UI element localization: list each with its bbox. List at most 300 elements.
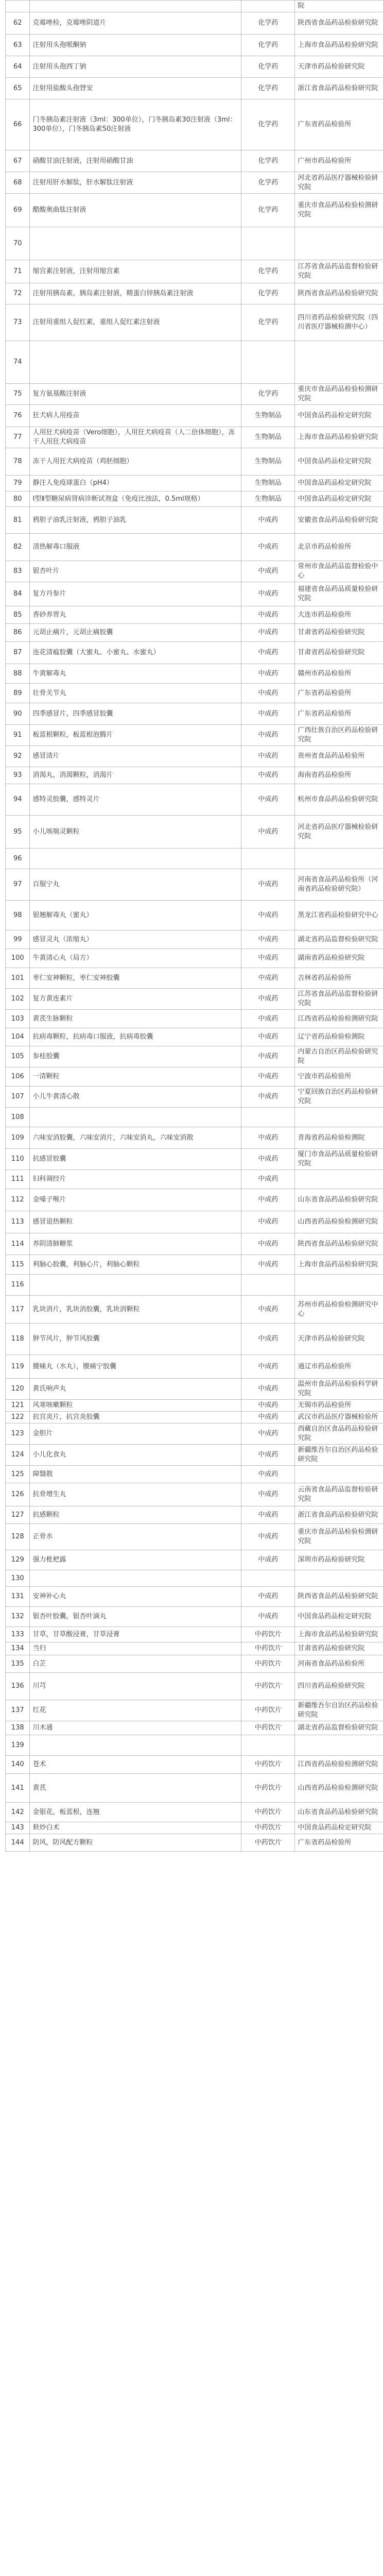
cell-no: 67	[6, 150, 30, 172]
table-row	[6, 1170, 383, 1189]
cell-org: 中国食品药品检定研究院	[295, 476, 383, 492]
cell-cat: 中成药	[241, 1296, 295, 1324]
cell-cat: 中成药	[241, 1445, 295, 1466]
cell-org: 中国食品药品检定研究院	[295, 492, 383, 507]
cell-org: 重庆市食品药品检验检测研究院	[295, 1524, 383, 1550]
cell-no: 126	[6, 1483, 30, 1506]
cell-no: 68	[6, 172, 30, 194]
table-row	[6, 930, 383, 949]
cell-cat	[241, 227, 295, 260]
cell-name: 抗宫炎片，抗宫炎胶囊	[30, 1412, 241, 1423]
cell-no: 116	[6, 1275, 30, 1296]
cell-name: 银翘解毒丸（蜜丸）	[30, 901, 241, 930]
cell-no: 102	[6, 989, 30, 1010]
cell-name: 元胡止痛片，元胡止痛胶囊	[30, 624, 241, 642]
cell-no: 114	[6, 1233, 30, 1255]
cell-name: 枣仁安神颗粒，枣仁安神胶囊	[30, 968, 241, 989]
cell-name: 金嗓子喉片	[30, 1189, 241, 1211]
cell-cat: 化学药	[241, 172, 295, 194]
cell-no: 66	[6, 99, 30, 150]
cell-no: 106	[6, 1067, 30, 1087]
table-row	[6, 1607, 383, 1627]
cell-org: 甘肃省药品检验研究院	[295, 642, 383, 664]
table-row	[6, 1028, 383, 1046]
cell-name: 门冬胰岛素注射液（3ml：300单位），门冬胰岛素30注射液（3ml：300单位），门冬胰岛素50注射液	[30, 99, 241, 150]
cell-name: 复方黄连素片	[30, 989, 241, 1010]
cell-org: 天津市药品检验研究院	[295, 56, 383, 78]
cell-name: 克霉唑栓，克霉唑阴道片	[30, 12, 241, 35]
cell-name: 抗骨增生丸	[30, 1483, 241, 1506]
table-row	[6, 227, 383, 260]
table-row	[6, 1189, 383, 1211]
cell-cat: 中成药	[241, 869, 295, 901]
cell-name: 醋酸奥曲肽注射液	[30, 194, 241, 227]
cell-no: 69	[6, 194, 30, 227]
table-row	[6, 1211, 383, 1233]
cell-cat: 中药饮片	[241, 1655, 295, 1673]
cell-org: 大连市药品检验所	[295, 606, 383, 624]
cell-org	[295, 1570, 383, 1587]
cell-name: 养阴清肺糖浆	[30, 1233, 241, 1255]
table-row	[6, 1400, 383, 1412]
cell-org: 广东省药品检验所	[295, 1834, 383, 1852]
cell-cat: 中药饮片	[241, 1627, 295, 1642]
table-row	[6, 1412, 383, 1423]
cell-name: 香砂养胃丸	[30, 606, 241, 624]
cell-no: 89	[6, 684, 30, 703]
cell-no: 129	[6, 1550, 30, 1570]
table-row	[6, 746, 383, 767]
cell-no: 70	[6, 227, 30, 260]
cell-cat: 中成药	[241, 1607, 295, 1627]
cell-cat: 生物制品	[241, 492, 295, 507]
cell-name	[30, 849, 241, 869]
cell-name: 注射用盐酸头孢替安	[30, 78, 241, 99]
cell-name: 静注人免疫球蛋白（pH4）	[30, 476, 241, 492]
table-row	[6, 448, 383, 476]
cell-name: 鸦胆子油乳注射液，鸦胆子油乳	[30, 507, 241, 534]
cell-cat: 中成药	[241, 534, 295, 561]
cell-org: 山西省药品检验检测研究院	[295, 1211, 383, 1233]
cell-cat: 中成药	[241, 1324, 295, 1355]
cell-org: 吉林省药品检验所	[295, 968, 383, 989]
cell-org: 福建省食品药品质量检验研究院	[295, 582, 383, 606]
cell-name: 银杏叶胶囊，银杏叶滴丸	[30, 1607, 241, 1627]
cell-no: 132	[6, 1607, 30, 1627]
cell-org: 重庆市食品药品检验检测研究院	[295, 384, 383, 405]
cell-name: 百服宁丸	[30, 869, 241, 901]
cell-no: 137	[6, 1700, 30, 1721]
cell-cat: 中成药	[241, 1524, 295, 1550]
cell-no: 110	[6, 1149, 30, 1170]
cell-no: 109	[6, 1127, 30, 1149]
cell-name: 黄芪生脉颗粒	[30, 1010, 241, 1028]
cell-cat: 化学药	[241, 194, 295, 227]
cell-name: 注射用肝水解肽，肝水解肽注射液	[30, 172, 241, 194]
table-row	[6, 1483, 383, 1506]
cell-no: 121	[6, 1400, 30, 1412]
cell-name: 麸炒白术	[30, 1822, 241, 1834]
cell-no: 90	[6, 703, 30, 725]
cell-cat: 化学药	[241, 150, 295, 172]
cell-no: 100	[6, 949, 30, 968]
cell-no: 88	[6, 664, 30, 684]
cell-cat: 中成药	[241, 989, 295, 1010]
cell-cat: 中成药	[241, 901, 295, 930]
table-row	[6, 427, 383, 448]
cell-no: 138	[6, 1721, 30, 1735]
table-row	[6, 1822, 383, 1834]
cell-org: 陕西省食品药品检验研究院	[295, 1587, 383, 1607]
cell-cat: 中成药	[241, 1506, 295, 1524]
cell-name: 四季感冒片，四季感冒胶囊	[30, 703, 241, 725]
cell-name: 狂犬病人用疫苗	[30, 405, 241, 427]
table-row	[6, 968, 383, 989]
cell-no: 135	[6, 1655, 30, 1673]
cell-no: 134	[6, 1642, 30, 1655]
cell-name: 当归	[30, 1642, 241, 1655]
cell-org: 重庆市食品药品检验检测研究院	[295, 194, 383, 227]
table-row	[6, 341, 383, 384]
cell-no: 63	[6, 35, 30, 56]
cell-cat: 中成药	[241, 642, 295, 664]
cell-no: 139	[6, 1735, 30, 1756]
table-row	[6, 1149, 383, 1170]
table-row	[6, 99, 383, 150]
cell-org: 河南省食品药品检验所（河南省药品检验研究院）	[295, 869, 383, 901]
cell-org: 无锡市药品检验所	[295, 1400, 383, 1412]
cell-org: 赣州市药品检验所	[295, 664, 383, 684]
cell-name: 牛黄清心丸（局方）	[30, 949, 241, 968]
cell-org: 黑龙江省药品检验研究中心	[295, 901, 383, 930]
cell-name: 红花	[30, 1700, 241, 1721]
cell-no: 105	[6, 1046, 30, 1067]
cell-no: 92	[6, 746, 30, 767]
table-row	[6, 492, 383, 507]
cell-name: 消渴丸，消渴颗粒，消渴片	[30, 767, 241, 784]
table-row	[6, 1587, 383, 1607]
cell-name: 黄氏响声丸	[30, 1379, 241, 1400]
cell-org: 中国食品药品检定研究院	[295, 1822, 383, 1834]
cell-org: 中国食品药品检定研究院	[295, 1607, 383, 1627]
cell-no: 87	[6, 642, 30, 664]
cell-name: 甘草，甘草酸浸膏，甘草浸膏	[30, 1627, 241, 1642]
cell-cat: 中成药	[241, 606, 295, 624]
cell-cat: 中成药	[241, 1423, 295, 1445]
cell-org: 陕西省食品药品检验研究院	[295, 1233, 383, 1255]
cell-no	[6, 1, 30, 12]
cell-name: 黄芪	[30, 1774, 241, 1803]
cell-cat: 中成药	[241, 1355, 295, 1379]
cell-name	[30, 1108, 241, 1127]
cell-org	[295, 341, 383, 384]
cell-name: 抗病毒颗粒，抗病毒口服液，抗病毒胶囊	[30, 1028, 241, 1046]
cell-no: 81	[6, 507, 30, 534]
cell-no: 144	[6, 1834, 30, 1852]
cell-cat: 化学药	[241, 99, 295, 150]
cell-name: 冻干人用狂犬病疫苗（鸡胚细胞）	[30, 448, 241, 476]
cell-org	[295, 1108, 383, 1127]
table-row	[6, 869, 383, 901]
cell-org: 山东省食品药品检验研究院	[295, 1189, 383, 1211]
cell-org: 新疆维吾尔自治区药品检验研究院	[295, 1700, 383, 1721]
table-row	[6, 561, 383, 582]
cell-org: 云南省食品药品监督检验研究院	[295, 1483, 383, 1506]
cell-name: 壮骨关节丸	[30, 684, 241, 703]
cell-org: 武汉市药品医疗器械检验所	[295, 1412, 383, 1423]
cell-no: 85	[6, 606, 30, 624]
table-row	[6, 1506, 383, 1524]
cell-name: 感冒退热颗粒	[30, 1211, 241, 1233]
cell-org: 河南省食品药品检验所	[295, 1655, 383, 1673]
cell-no: 77	[6, 427, 30, 448]
cell-name: 注射用头孢西丁钠	[30, 56, 241, 78]
table-row	[6, 56, 383, 78]
cell-no: 65	[6, 78, 30, 99]
cell-no: 99	[6, 930, 30, 949]
cell-no: 107	[6, 1087, 30, 1108]
cell-cat: 中成药	[241, 684, 295, 703]
cell-org: 上海市食品药品检验研究院	[295, 1255, 383, 1275]
table-row	[6, 767, 383, 784]
cell-name: 川木通	[30, 1721, 241, 1735]
cell-cat	[241, 341, 295, 384]
cell-org: 湖北省药品监督检验研究院	[295, 930, 383, 949]
cell-name: 腰痛丸（水丸），腰痛宁胶囊	[30, 1355, 241, 1379]
cell-name	[30, 1275, 241, 1296]
cell-no: 111	[6, 1170, 30, 1189]
cell-org: 院	[295, 1, 383, 12]
table-row	[6, 989, 383, 1010]
table-row	[6, 1735, 383, 1756]
cell-no: 76	[6, 405, 30, 427]
cell-name: 正骨水	[30, 1524, 241, 1550]
cell-cat: 中成药	[241, 1483, 295, 1506]
table-row	[6, 664, 383, 684]
table-row	[6, 784, 383, 816]
cell-name: 连花清瘟胶囊（大蜜丸、小蜜丸、水蜜丸）	[30, 642, 241, 664]
table-row	[6, 1570, 383, 1587]
table-row	[6, 283, 383, 304]
cell-org: 常州市食品药品监督检验中心	[295, 561, 383, 582]
cell-name: 安神补心丸	[30, 1587, 241, 1607]
table-row	[6, 624, 383, 642]
cell-cat: 中药饮片	[241, 1756, 295, 1774]
cell-no: 72	[6, 283, 30, 304]
cell-org: 宁夏回族自治区药品检验研究院	[295, 1087, 383, 1108]
cell-name: 抗感冒胶囊	[30, 1149, 241, 1170]
cell-cat: 中成药	[241, 1087, 295, 1108]
cell-name: 白芷	[30, 1655, 241, 1673]
cell-no: 120	[6, 1379, 30, 1400]
cell-no: 130	[6, 1570, 30, 1587]
cell-cat: 中成药	[241, 930, 295, 949]
cell-name: 川芎	[30, 1673, 241, 1700]
cell-org: 四川省药品检验研究院	[295, 1673, 383, 1700]
table-row	[6, 150, 383, 172]
cell-cat: 化学药	[241, 283, 295, 304]
cell-no: 125	[6, 1466, 30, 1483]
cell-no: 119	[6, 1355, 30, 1379]
cell-cat: 中成药	[241, 1046, 295, 1067]
table-row	[6, 35, 383, 56]
cell-no: 103	[6, 1010, 30, 1028]
cell-name: 苍术	[30, 1756, 241, 1774]
table-row	[6, 1700, 383, 1721]
cell-org: 上海市食品药品检验研究院	[295, 427, 383, 448]
table-row	[6, 260, 383, 283]
cell-name: 注射用胰岛素，胰岛素注射液，精蛋白锌胰岛素注射液	[30, 283, 241, 304]
table-row	[6, 1445, 383, 1466]
cell-no: 128	[6, 1524, 30, 1550]
cell-org: 湖北省药品监督检验研究院	[295, 1721, 383, 1735]
cell-cat: 中成药	[241, 1587, 295, 1607]
table-row	[6, 1010, 383, 1028]
cell-cat: 化学药	[241, 56, 295, 78]
cell-no: 82	[6, 534, 30, 561]
table-row	[6, 78, 383, 99]
cell-cat: 中成药	[241, 1149, 295, 1170]
cell-no: 74	[6, 341, 30, 384]
cell-name: 风寒咳嗽颗粒	[30, 1400, 241, 1412]
drug-list-table	[5, 0, 383, 1852]
cell-org: 广州市药品检验所	[295, 150, 383, 172]
table-row	[6, 703, 383, 725]
cell-org: 江西省药品检验检测研究院	[295, 1010, 383, 1028]
cell-cat: 中成药	[241, 746, 295, 767]
table-row	[6, 1067, 383, 1087]
cell-no: 98	[6, 901, 30, 930]
cell-org: 上海市食品药品检验研究院	[295, 35, 383, 56]
cell-name: 参桂胶囊	[30, 1046, 241, 1067]
cell-name: 复方丹参片	[30, 582, 241, 606]
cell-cat: 中成药	[241, 784, 295, 816]
cell-org: 温州市食品药品检验科学研究院	[295, 1379, 383, 1400]
cell-org: 广东省药品检验所	[295, 684, 383, 703]
cell-cat: 化学药	[241, 78, 295, 99]
cell-cat: 中成药	[241, 582, 295, 606]
table-row	[6, 384, 383, 405]
cell-name: 板蓝根颗粒，板蓝根泡腾片	[30, 725, 241, 746]
table-row	[6, 1233, 383, 1255]
cell-cat: 生物制品	[241, 427, 295, 448]
cell-cat: 中成药	[241, 1466, 295, 1483]
cell-org	[295, 1170, 383, 1189]
table-row	[6, 1524, 383, 1550]
table-row	[6, 1756, 383, 1774]
table-row	[6, 606, 383, 624]
cell-no: 94	[6, 784, 30, 816]
cell-cat: 中成药	[241, 561, 295, 582]
table-row	[6, 901, 383, 930]
cell-no: 136	[6, 1673, 30, 1700]
cell-cat	[241, 1108, 295, 1127]
cell-no: 80	[6, 492, 30, 507]
cell-no: 86	[6, 624, 30, 642]
cell-cat: 中成药	[241, 767, 295, 784]
cell-org: 青海省药品检验检测院	[295, 1127, 383, 1149]
cell-cat: 生物制品	[241, 405, 295, 427]
cell-name	[30, 1735, 241, 1756]
cell-org: 北京市药品检验所	[295, 534, 383, 561]
cell-org: 广西壮族自治区药品检验研究院	[295, 725, 383, 746]
cell-cat: 化学药	[241, 260, 295, 283]
table-row	[6, 12, 383, 35]
cell-no: 83	[6, 561, 30, 582]
cell-cat: 中成药	[241, 1400, 295, 1412]
table-row	[6, 534, 383, 561]
cell-org: 苏州市药品检验检测研究中心	[295, 1296, 383, 1324]
cell-org: 海南省药品检验所	[295, 767, 383, 784]
cell-org	[295, 1466, 383, 1483]
cell-cat: 中成药	[241, 968, 295, 989]
cell-no: 104	[6, 1028, 30, 1046]
cell-no: 95	[6, 816, 30, 849]
cell-no: 79	[6, 476, 30, 492]
cell-org: 上海市食品药品检验研究院	[295, 1627, 383, 1642]
cell-org: 深圳市药品检验研究院	[295, 1550, 383, 1570]
cell-cat: 中成药	[241, 1255, 295, 1275]
cell-cat: 中成药	[241, 1010, 295, 1028]
cell-no: 62	[6, 12, 30, 35]
cell-org: 湖南省药品检验研究院	[295, 949, 383, 968]
cell-cat: 化学药	[241, 35, 295, 56]
cell-name: 利脑心胶囊，利脑心片，利脑心颗粒	[30, 1255, 241, 1275]
cell-org: 陕西省食品药品检验研究院	[295, 12, 383, 35]
cell-cat: 中成药	[241, 1412, 295, 1423]
cell-no: 142	[6, 1803, 30, 1822]
cell-name: 清热解毒口服液	[30, 534, 241, 561]
cell-no: 84	[6, 582, 30, 606]
cell-cat: 中成药	[241, 1028, 295, 1046]
cell-cat	[241, 1735, 295, 1756]
table-row	[6, 1355, 383, 1379]
cell-cat: 化学药	[241, 12, 295, 35]
cell-cat: 中药饮片	[241, 1822, 295, 1834]
cell-name: 妇科调经片	[30, 1170, 241, 1189]
table-row	[6, 582, 383, 606]
table-row	[6, 172, 383, 194]
cell-org: 中国食品药品检定研究院	[295, 405, 383, 427]
cell-name: 防风，防风配方颗粒	[30, 1834, 241, 1852]
cell-no: 117	[6, 1296, 30, 1324]
cell-name	[30, 227, 241, 260]
cell-org: 厦门市食品药品质量检验研究院	[295, 1149, 383, 1170]
cell-no: 78	[6, 448, 30, 476]
cell-cat: 中成药	[241, 725, 295, 746]
cell-cat: 中成药	[241, 1127, 295, 1149]
cell-name: 银杏叶片	[30, 561, 241, 582]
table-row	[6, 816, 383, 849]
cell-no: 96	[6, 849, 30, 869]
cell-cat: 中成药	[241, 703, 295, 725]
cell-name: 肿节风片，肿节风胶囊	[30, 1324, 241, 1355]
cell-no: 71	[6, 260, 30, 283]
cell-cat	[241, 1, 295, 12]
cell-name: 小儿咳喘灵颗粒	[30, 816, 241, 849]
cell-cat: 中成药	[241, 1550, 295, 1570]
cell-cat	[241, 849, 295, 869]
table-row	[6, 684, 383, 703]
cell-org: 江苏省食品药品监督检验研究院	[295, 989, 383, 1010]
cell-no: 124	[6, 1445, 30, 1466]
table-row	[6, 1774, 383, 1803]
cell-name: 一清颗粒	[30, 1067, 241, 1087]
cell-org: 浙江省食品药品检验研究院	[295, 78, 383, 99]
cell-no: 113	[6, 1211, 30, 1233]
cell-no: 141	[6, 1774, 30, 1803]
cell-name: 金胆片	[30, 1423, 241, 1445]
